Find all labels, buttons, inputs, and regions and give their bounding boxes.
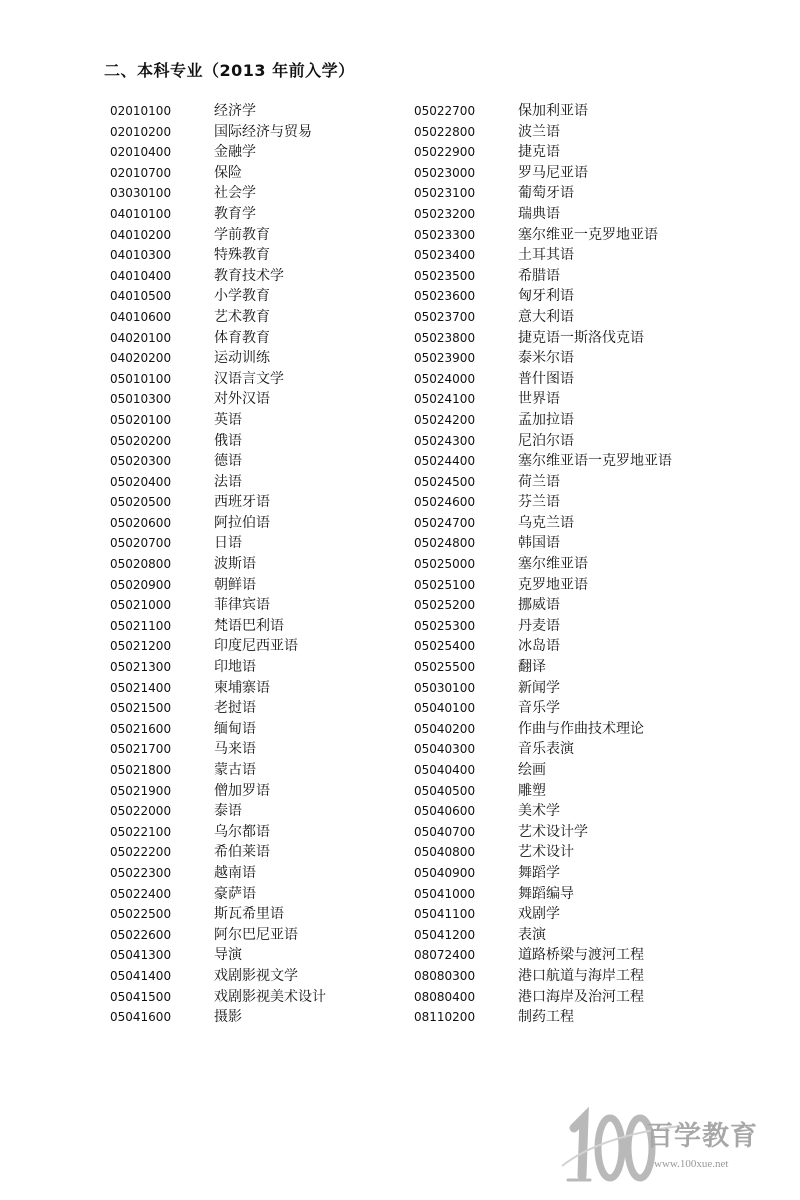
major-name: 挪威语	[518, 597, 560, 614]
major-row	[110, 781, 430, 802]
major-row	[414, 163, 734, 184]
major-code: 05021700	[110, 742, 172, 757]
major-name: 表演	[518, 926, 546, 943]
major-code: 05020300	[110, 454, 172, 469]
major-name: 德语	[214, 453, 242, 470]
major-row	[110, 739, 430, 760]
major-row	[110, 204, 430, 225]
major-code: 04010600	[110, 309, 172, 324]
brand-url: www.100xue.net	[654, 1158, 729, 1170]
major-name: 港口航道与海岸工程	[518, 967, 644, 984]
major-code: 05022400	[110, 886, 172, 901]
major-name: 艺术教育	[214, 308, 270, 325]
major-row	[414, 945, 734, 966]
major-name: 汉语言文学	[214, 370, 284, 387]
major-row	[414, 554, 734, 575]
major-row	[110, 1007, 430, 1028]
major-code: 05025100	[414, 577, 476, 592]
major-row	[110, 760, 430, 781]
major-row	[110, 431, 430, 452]
major-name: 意大利语	[518, 308, 574, 325]
major-name: 斯瓦希里语	[214, 906, 284, 923]
major-row	[110, 595, 430, 616]
major-name: 波斯语	[214, 556, 256, 573]
major-row	[110, 801, 430, 822]
major-name: 老挝语	[214, 700, 256, 717]
major-row	[414, 739, 734, 760]
major-code: 08072400	[414, 948, 476, 963]
major-row	[414, 636, 734, 657]
major-row	[414, 760, 734, 781]
major-code: 05020100	[110, 412, 172, 427]
major-name: 金融学	[214, 144, 256, 161]
major-name: 艺术设计	[518, 844, 574, 861]
major-name: 乌尔都语	[214, 823, 270, 840]
major-code: 05040600	[414, 804, 476, 819]
major-name: 缅甸语	[214, 720, 256, 737]
major-row	[110, 925, 430, 946]
major-row	[110, 472, 430, 493]
major-row	[414, 575, 734, 596]
major-code: 05041300	[110, 948, 172, 963]
major-row	[110, 636, 430, 657]
major-name: 豪萨语	[214, 885, 256, 902]
major-row	[110, 389, 430, 410]
major-code: 05022600	[110, 927, 172, 942]
major-code: 05024300	[414, 433, 476, 448]
major-code: 05020200	[110, 433, 172, 448]
major-row	[110, 987, 430, 1008]
major-code: 05021800	[110, 763, 172, 777]
major-code: 05025400	[414, 639, 476, 654]
major-name: 普什图语	[518, 370, 574, 387]
major-name: 戏剧影视文学	[214, 967, 298, 984]
major-row	[414, 801, 734, 822]
major-code: 05040700	[414, 824, 476, 839]
major-name: 摄影	[214, 1009, 242, 1026]
major-code: 05040900	[414, 865, 476, 880]
major-code: 04010300	[110, 248, 172, 263]
major-row	[110, 183, 430, 204]
major-name: 罗马尼亚语	[518, 164, 588, 181]
major-row	[414, 781, 734, 802]
major-row	[414, 472, 734, 493]
major-code: 04010200	[110, 227, 172, 242]
major-name: 制药工程	[518, 1009, 574, 1026]
major-row	[110, 616, 430, 637]
major-name: 阿拉伯语	[214, 514, 270, 531]
major-name: 日语	[214, 535, 242, 552]
major-code: 05022800	[414, 124, 476, 139]
right-major-list	[414, 101, 734, 1028]
major-code: 05022300	[110, 865, 172, 880]
section-heading: 二、本科专业（2013 年前入学）	[104, 61, 355, 80]
major-code: 05025200	[414, 598, 476, 613]
major-row	[110, 554, 430, 575]
major-row	[414, 204, 734, 225]
major-name: 乌克兰语	[518, 514, 574, 531]
major-name: 音乐学	[518, 700, 560, 717]
major-name: 匈牙利语	[518, 288, 574, 305]
major-name: 雕塑	[518, 782, 546, 799]
major-code: 05022100	[110, 824, 172, 839]
major-name: 韩国语	[518, 535, 560, 552]
major-code: 05041500	[110, 989, 172, 1004]
major-row	[110, 678, 430, 699]
major-row	[414, 595, 734, 616]
major-row	[414, 863, 734, 884]
major-code: 05010100	[110, 371, 172, 386]
major-row	[414, 431, 734, 452]
major-row	[110, 410, 430, 431]
major-name: 克罗地亚语	[518, 576, 588, 593]
major-code: 05022900	[414, 145, 476, 160]
major-row	[414, 410, 734, 431]
major-code: 05024000	[414, 371, 476, 386]
major-code: 05023800	[414, 330, 476, 345]
major-code: 05023900	[414, 351, 476, 366]
major-code: 04020100	[110, 330, 172, 345]
major-name: 保险	[214, 164, 242, 181]
major-row	[414, 328, 734, 349]
major-code: 02010400	[110, 145, 172, 160]
major-name: 芬兰语	[518, 494, 560, 511]
major-code: 03030100	[110, 186, 172, 201]
major-code: 05030100	[414, 680, 476, 695]
major-row	[414, 389, 734, 410]
major-row	[110, 842, 430, 863]
major-name: 翻译	[518, 659, 546, 676]
major-row	[414, 245, 734, 266]
major-row	[414, 1007, 734, 1028]
major-code: 05024100	[414, 392, 476, 407]
major-name: 戏剧影视美术设计	[214, 988, 326, 1005]
major-code: 05021400	[110, 680, 172, 695]
major-name: 导演	[214, 947, 242, 964]
major-code: 05022200	[110, 845, 172, 860]
major-name: 舞蹈学	[518, 864, 560, 881]
major-code: 05020600	[110, 515, 172, 530]
major-code: 05010300	[110, 392, 172, 407]
major-row	[414, 348, 734, 369]
major-name: 小学教育	[214, 288, 270, 305]
major-row	[110, 533, 430, 554]
left-major-list	[110, 101, 430, 1028]
major-name: 保加利亚语	[518, 103, 588, 119]
major-name: 对外汉语	[214, 391, 270, 408]
major-name: 道路桥梁与渡河工程	[518, 947, 644, 964]
major-code: 02010700	[110, 165, 172, 180]
major-name: 捷克语	[518, 144, 560, 161]
major-row	[110, 266, 430, 287]
major-name: 国际经济与贸易	[214, 123, 312, 140]
major-row	[414, 286, 734, 307]
major-code: 05022000	[110, 804, 172, 819]
major-name: 塞尔维亚一克罗地亚语	[518, 226, 658, 243]
major-code: 05040400	[414, 763, 476, 777]
major-code: 05021900	[110, 783, 172, 798]
major-code: 05024600	[414, 495, 476, 510]
major-name: 美术学	[518, 803, 560, 820]
major-row	[110, 142, 430, 163]
major-name: 英语	[214, 411, 242, 428]
major-code: 05020500	[110, 495, 172, 510]
major-code: 08080400	[414, 989, 476, 1004]
major-name: 冰岛语	[518, 638, 560, 655]
major-name: 社会学	[214, 185, 256, 202]
major-code: 05024700	[414, 515, 476, 530]
major-row	[414, 142, 734, 163]
major-row	[110, 884, 430, 905]
major-code: 04010500	[110, 289, 172, 304]
major-row	[414, 101, 734, 122]
major-name: 戏剧学	[518, 906, 560, 923]
major-code: 05023100	[414, 186, 476, 201]
major-name: 音乐表演	[518, 741, 574, 758]
major-code: 05040200	[414, 721, 476, 736]
major-row	[110, 719, 430, 740]
major-row	[110, 822, 430, 843]
major-name: 舞蹈编导	[518, 885, 574, 902]
major-row	[110, 286, 430, 307]
major-code: 05041400	[110, 968, 172, 983]
major-code: 05020800	[110, 557, 172, 572]
major-name: 僧加罗语	[214, 782, 270, 799]
major-name: 尼泊尔语	[518, 432, 574, 449]
major-name: 越南语	[214, 864, 256, 881]
major-name: 教育技术学	[214, 267, 284, 284]
major-name: 捷克语一斯洛伐克语	[518, 329, 644, 346]
major-code: 04010400	[110, 268, 172, 283]
major-code: 05025300	[414, 618, 476, 633]
major-code: 05023200	[414, 206, 476, 221]
major-code: 05021100	[110, 618, 172, 633]
major-row	[414, 925, 734, 946]
major-row	[414, 122, 734, 143]
major-name: 阿尔巴尼亚语	[214, 926, 298, 943]
major-row	[414, 369, 734, 390]
major-row	[414, 307, 734, 328]
major-name: 艺术设计学	[518, 823, 588, 840]
major-name: 葡萄牙语	[518, 185, 574, 202]
major-code: 04020200	[110, 351, 172, 366]
major-name: 作曲与作曲技术理论	[518, 720, 644, 737]
major-name: 世界语	[518, 391, 560, 408]
major-row	[110, 369, 430, 390]
major-row	[110, 101, 430, 122]
major-row	[110, 307, 430, 328]
major-code: 05021300	[110, 660, 172, 675]
major-row	[414, 266, 734, 287]
major-code: 08080300	[414, 968, 476, 983]
major-name: 蒙古语	[214, 762, 256, 778]
major-row	[110, 657, 430, 678]
major-code: 05023000	[414, 165, 476, 180]
major-code: 05041000	[414, 886, 476, 901]
major-name: 西班牙语	[214, 494, 270, 511]
major-row	[414, 698, 734, 719]
major-row	[110, 575, 430, 596]
major-row	[414, 616, 734, 637]
major-row	[110, 348, 430, 369]
major-row	[110, 904, 430, 925]
major-row	[110, 492, 430, 513]
major-name: 特殊教育	[214, 247, 270, 264]
major-name: 法语	[214, 473, 242, 490]
major-code: 05023700	[414, 309, 476, 324]
major-name: 土耳其语	[518, 247, 574, 264]
major-code: 05022500	[110, 907, 172, 922]
major-row	[110, 451, 430, 472]
major-code: 05040500	[414, 783, 476, 798]
major-row	[414, 884, 734, 905]
major-name: 孟加拉语	[518, 411, 574, 428]
major-row	[110, 245, 430, 266]
major-row	[414, 533, 734, 554]
major-name: 瑞典语	[518, 205, 560, 222]
major-name: 马来语	[214, 741, 256, 758]
major-name: 体育教育	[214, 329, 270, 346]
major-name: 泰米尔语	[518, 350, 574, 367]
major-name: 印地语	[214, 659, 256, 676]
major-name: 港口海岸及治河工程	[518, 988, 644, 1005]
major-name: 运动训练	[214, 350, 270, 367]
major-row	[414, 492, 734, 513]
major-code: 05025000	[414, 557, 476, 572]
major-code: 05040100	[414, 701, 476, 716]
major-name: 菲律宾语	[214, 597, 270, 614]
major-code: 08110200	[414, 1010, 476, 1025]
major-row	[414, 451, 734, 472]
major-name: 学前教育	[214, 226, 270, 243]
major-name: 经济学	[214, 103, 256, 119]
major-code: 05024800	[414, 536, 476, 551]
major-code: 05020900	[110, 577, 172, 592]
major-row	[110, 163, 430, 184]
major-row	[414, 822, 734, 843]
major-name: 新闻学	[518, 679, 560, 696]
major-name: 绘画	[518, 762, 546, 778]
major-row	[414, 842, 734, 863]
major-name: 希伯莱语	[214, 844, 270, 861]
major-row	[414, 904, 734, 925]
major-code: 05023300	[414, 227, 476, 242]
major-row	[414, 678, 734, 699]
major-row	[414, 225, 734, 246]
major-name: 希腊语	[518, 267, 560, 284]
major-code: 05020400	[110, 474, 172, 489]
major-code: 05021200	[110, 639, 172, 654]
major-code: 05024500	[414, 474, 476, 489]
major-row	[414, 987, 734, 1008]
major-row	[414, 966, 734, 987]
major-code: 05040800	[414, 845, 476, 860]
major-code: 05021600	[110, 721, 172, 736]
major-code: 05022700	[414, 104, 476, 118]
major-name: 朝鲜语	[214, 576, 256, 593]
major-code: 05040300	[414, 742, 476, 757]
major-row	[110, 945, 430, 966]
brand-name: 百学教育	[646, 1121, 758, 1152]
major-code: 02010200	[110, 124, 172, 139]
major-code: 05041100	[414, 907, 476, 922]
major-row	[110, 513, 430, 534]
major-name: 泰语	[214, 803, 242, 820]
major-name: 俄语	[214, 432, 242, 449]
major-row	[110, 328, 430, 349]
major-name: 荷兰语	[518, 473, 560, 490]
major-name: 梵语巴利语	[214, 617, 284, 634]
major-code: 05021000	[110, 598, 172, 613]
major-row	[110, 225, 430, 246]
major-name: 塞尔维亚语	[518, 556, 588, 573]
major-row	[110, 122, 430, 143]
major-row	[414, 183, 734, 204]
major-name: 印度尼西亚语	[214, 638, 298, 655]
major-code: 05021500	[110, 701, 172, 716]
major-row	[110, 966, 430, 987]
major-name: 波兰语	[518, 123, 560, 140]
major-name: 塞尔维亚语一克罗地亚语	[518, 453, 672, 470]
major-name: 丹麦语	[518, 617, 560, 634]
major-name: 柬埔寨语	[214, 679, 270, 696]
major-name: 教育学	[214, 205, 256, 222]
major-row	[110, 863, 430, 884]
major-code: 02010100	[110, 104, 172, 118]
major-code: 05041600	[110, 1010, 172, 1025]
major-code: 05023500	[414, 268, 476, 283]
major-code: 05041200	[414, 927, 476, 942]
major-code: 05023600	[414, 289, 476, 304]
major-code: 05024400	[414, 454, 476, 469]
major-row	[414, 719, 734, 740]
major-code: 05023400	[414, 248, 476, 263]
major-row	[414, 513, 734, 534]
major-code: 05020700	[110, 536, 172, 551]
major-code: 04010100	[110, 206, 172, 221]
major-code: 05024200	[414, 412, 476, 427]
major-row	[414, 657, 734, 678]
major-row	[110, 698, 430, 719]
major-code: 05025500	[414, 660, 476, 675]
